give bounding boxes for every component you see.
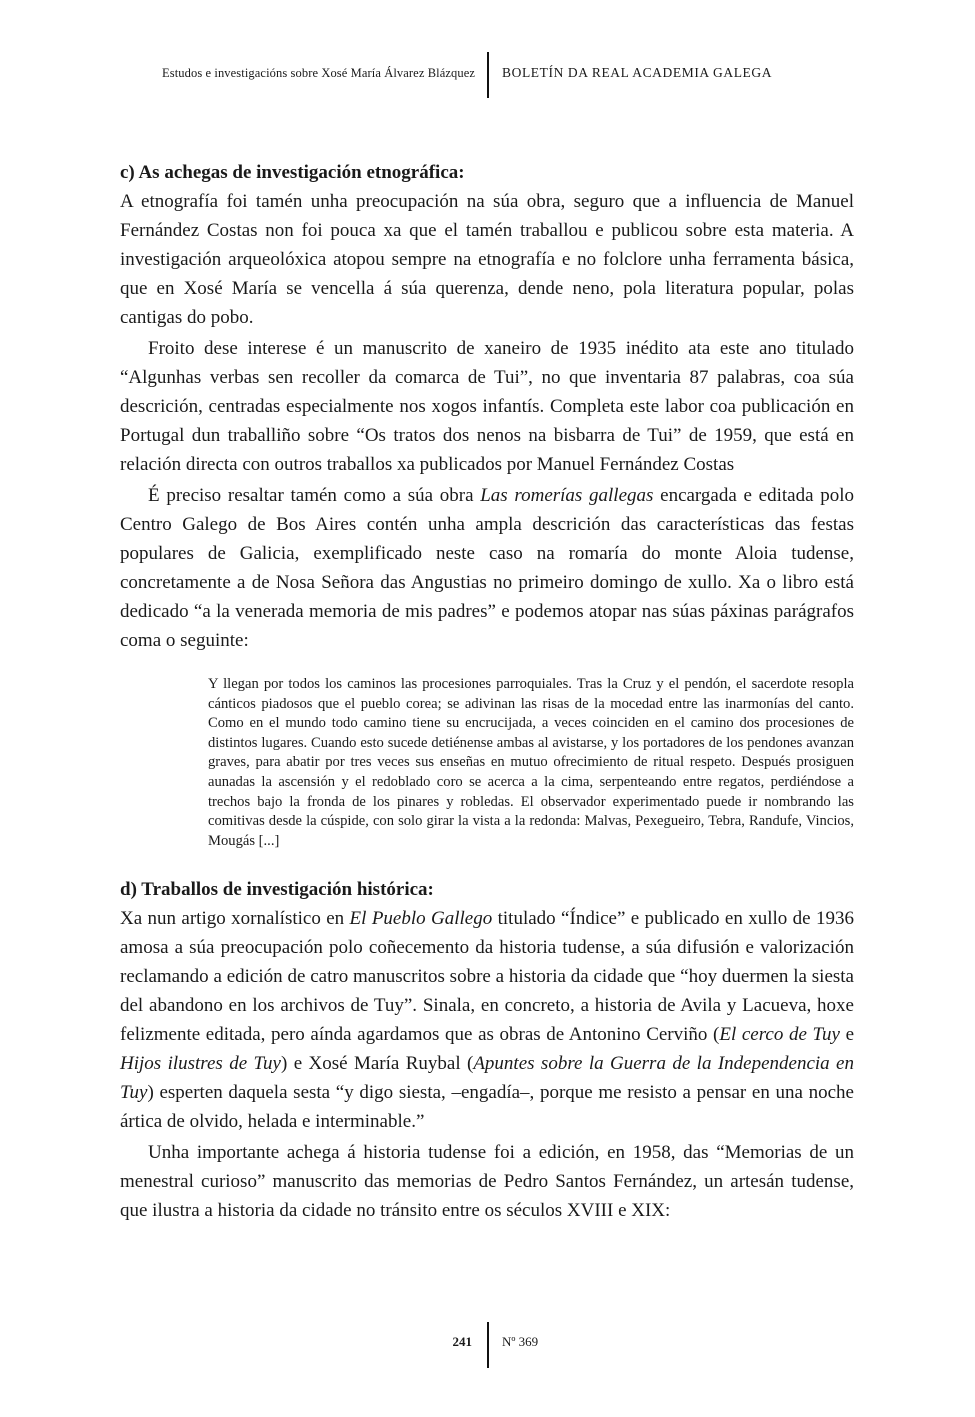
text-run: e bbox=[839, 1024, 854, 1046]
newspaper-title: El Pueblo Gallego bbox=[349, 908, 493, 930]
text-run: É preciso resaltar tamén como a súa obra bbox=[148, 485, 481, 506]
text-run: titulado “Índice” e publicado en xullo de 1936 amosa a súa preocupación polo coñecemento da historia tudense, a súa difusión e valorización reclamando a edición de catro manuscritos sobre a historia da cidade que “hoy duermen la siesta del abandono en los archivos de Tuy”. Sinala, en concreto, a historia de Avila y Lacueva, hoxe felizmente editada, pero aínda agardamos que as obras de Antonino Cerviño ( bbox=[120, 908, 854, 1046]
section-c-heading: c) As achegas de investigación etnográfica: bbox=[120, 162, 465, 183]
book-title-el-cerco: El cerco de Tuy bbox=[719, 1024, 840, 1046]
section-c-paragraph-1: A etnografía foi tamén unha preocupación na súa obra, seguro que a influencia de Manuel Fernández Costas non foi pouca xa que el tamén traballou e publicou sobre esta materia. A investigación arqueolóxica atopou sempre na etnografía e no folclore unha ferramenta básica, que en Xosé María se vencella á súa querenza, dende neno, pola literatura popular, polas cantigas do pobo. bbox=[120, 191, 854, 328]
section-d-paragraph-2: Unha importante achega á historia tudense foi a edición, en 1958, das “Memorias de un menestral curioso” manuscrito das memorias de Pedro Santos Fernández, un artesán tudense, que ilustra a historia da cidade no tránsito entre os séculos XVIII e XIX: bbox=[120, 1142, 854, 1222]
section-d-heading: d) Traballos de investigación histórica: bbox=[120, 879, 434, 901]
text-run: Xa nun artigo xornalístico en bbox=[120, 908, 350, 930]
text-run: ) e Xosé María Ruybal ( bbox=[280, 1053, 474, 1075]
footer-divider bbox=[487, 1322, 489, 1368]
page-body bbox=[120, 158, 854, 1225]
header-publication-title: Estudos e investigacións sobre Xosé María Álvarez Blázquez bbox=[162, 66, 475, 80]
section-c-paragraph-3 bbox=[120, 481, 854, 655]
text-run: ) esperten daquela sesta “y digo siesta, –engadía–, porque me resisto a pensar en una noche ártica de olvido, helada e interminable.” bbox=[120, 1082, 854, 1133]
book-title-hijos-ilustres: Hijos ilustres de Tuy bbox=[120, 1053, 281, 1075]
book-title-las-romerias: Las romerías gallegas bbox=[480, 485, 654, 506]
issue-number: Nº 369 bbox=[502, 1334, 539, 1349]
section-d-paragraph-1 bbox=[120, 904, 854, 1136]
header-divider bbox=[487, 52, 489, 98]
page-footer bbox=[0, 1322, 975, 1370]
page-number: 241 bbox=[452, 1334, 472, 1349]
running-header bbox=[0, 52, 975, 100]
header-journal-title: BOLETÍN DA REAL ACADEMIA GALEGA bbox=[502, 65, 773, 80]
section-c-paragraph-2: Froito dese interese é un manuscrito de xaneiro de 1935 inédito ata este ano titulado “Algunhas verbas sen recoller da comarca de Tui”, no que inventaria 87 palabras, coa súa descrición, centradas especialmente nos xogos infantís. Completa este labor coa publicación en Portugal dun traballiño sobre “Os tratos dos nenos na bisbarra de Tui” de 1959, que está en relación directa con outros traballos xa publicados por Manuel Fernández Costas bbox=[120, 338, 854, 475]
book-title-apuntes: Apuntes sobre la Guerra de la Independencia en Tuy bbox=[120, 1053, 854, 1104]
block-quote: Y llegan por todos los caminos las procesiones parroquiales. Tras la Cruz y el pendón, el sacerdote resopla cánticos piadosos que el pueblo corea; se adivinan las risas de la mocedad entre las inarmonías del canto. Como en el mundo todo camino tiene su encrucijada, a veces coinciden en el camino dos procesiones de distintos lugares. Cuando esto sucede detiénense ambas al avistarse, y los portadores de los pendones avanzan graves, para abatir por tres veces sus enseñas en mutuo ofrecimiento de ritual respeto. Después prosiguen aunadas la ascensión y el redoblado coro se acerca a la cima, serpenteando entre regatos, perdiéndose a trechos bajo la fronda de los pinares y robledas. El observador experimentado puede ir nombrando las comitivas desde la cúspide, con solo girar la vista a la redonda: Malvas, Pexegueiro, Tebra, Randufe, Vincios, Mougás [...] bbox=[208, 676, 854, 849]
text-run: encargada e editada polo Centro Galego de Bos Aires contén unha ampla descrición das características das festas populares de Galicia, exemplificado neste caso na romaría do monte Aloia tudense, concretamente a de Nosa Señora das Angustias no primeiro domingo de xullo. Xa o libro está dedicado “a la venerada memoria de mis padres” e podemos atopar nas súas páxinas parágrafos coma o seguinte: bbox=[120, 485, 854, 651]
